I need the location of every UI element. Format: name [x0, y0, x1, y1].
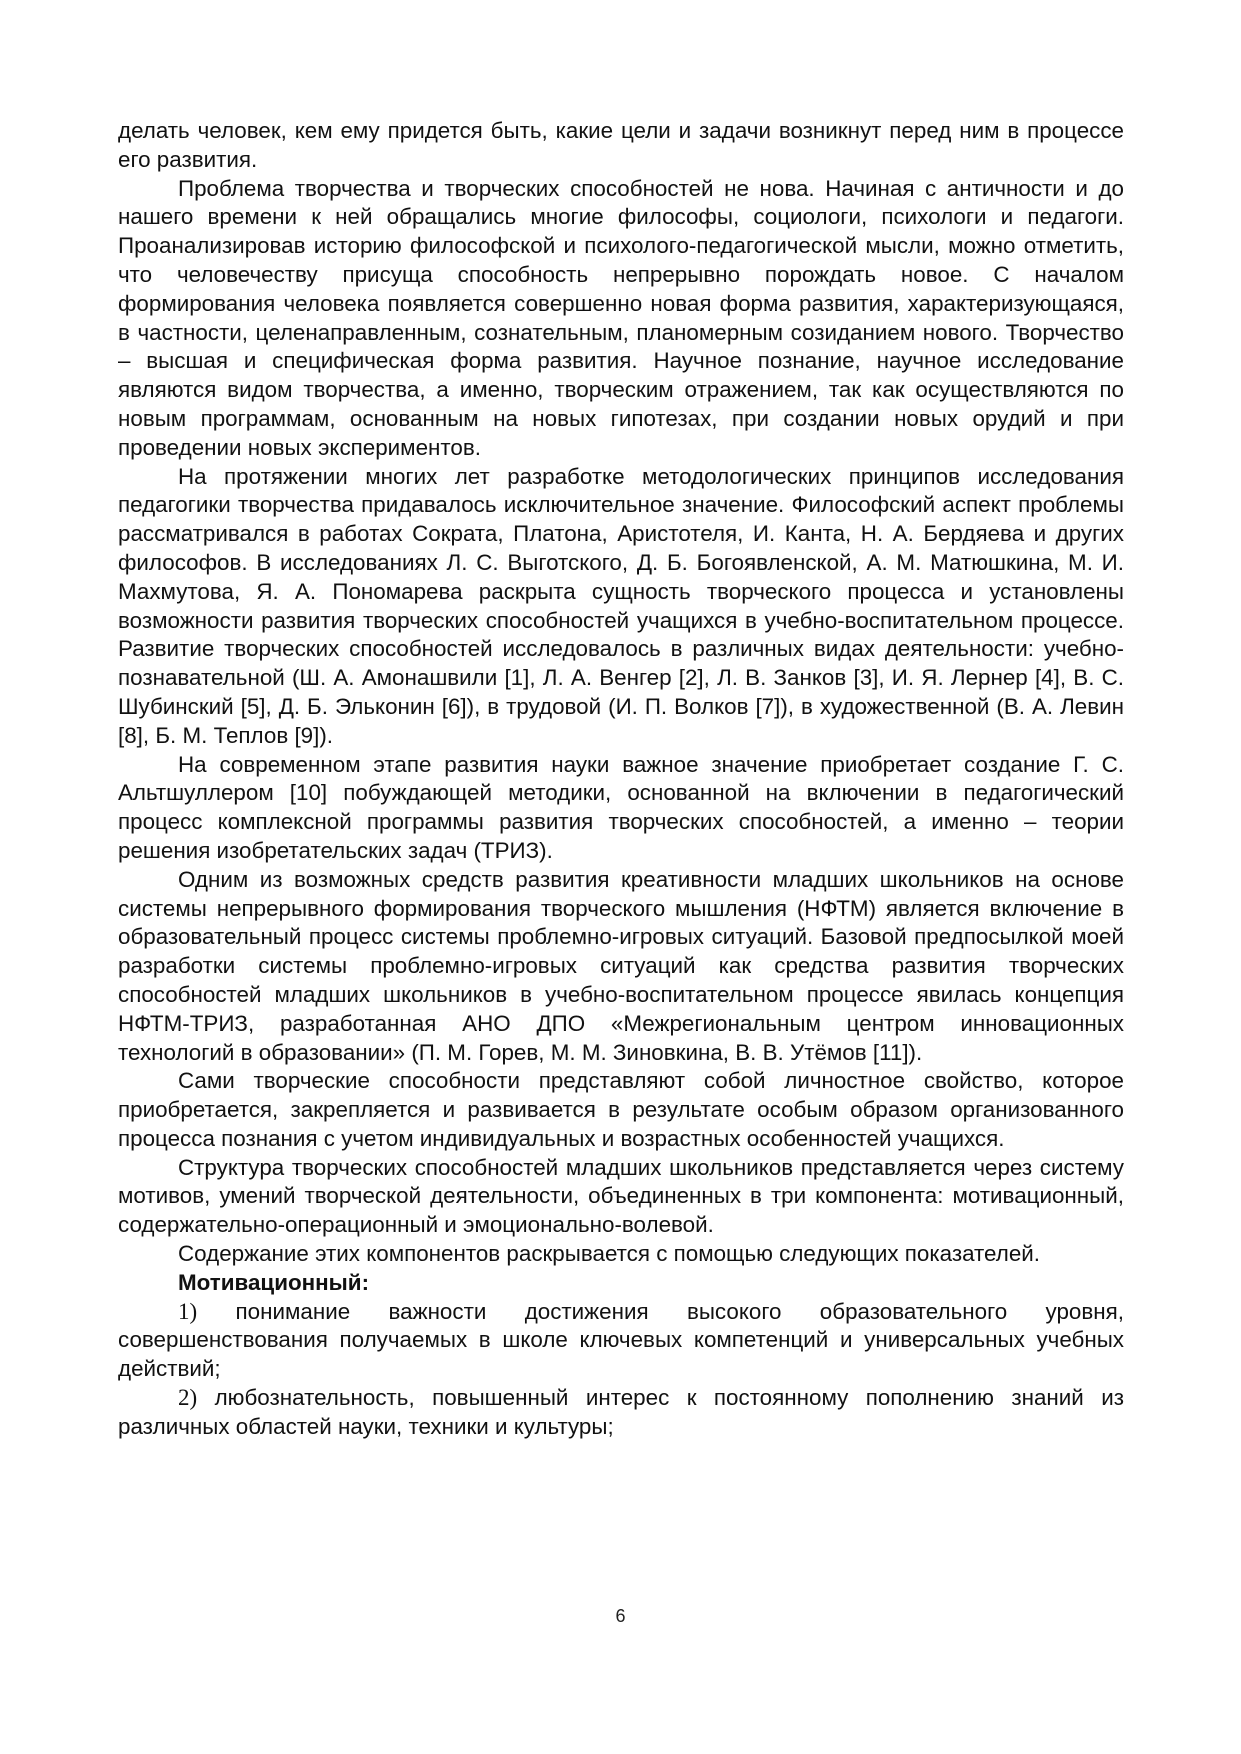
paragraph-creativity-problem: Проблема творчества и творческих способностей не нова. Начиная с античности и до нашего времени к ней обращались многие философы, социологи, психологи и педагоги. Проанализировав историю философской и психолого-педагогической мысли, можно отметить, что человечеству присуща способность непрерывно порождать новое. С началом формирования человека появляется совершенно новая форма развития, характеризующаяся, в частности, целенаправленным, сознательным, планомерным созиданием нового. Творчество – высшая и специфическая форма развития. Научное познание, научное исследование являются видом творчества, а именно, творческим отражением, так как осуществляются по новым программам, основанным на новых гипотезах, при создании новых орудий и при проведении новых экспериментов. — [118, 175, 1124, 460]
paragraph-indicators: Содержание этих компонентов раскрывается с помощью следующих показателей. — [178, 1241, 1041, 1267]
section-heading: Мотивационный: — [178, 1269, 370, 1295]
list-item-number: 2) — [178, 1385, 198, 1411]
paragraph-structure: Структура творческих способностей младших школьников представляется через систему мотивов, умений творческой деятельности, объединенных в три компонента: мотивационный, содержательно-операционный и эмоционально-волевой. — [118, 1154, 1124, 1238]
list-item-text: любознательность, повышенный интерес к постоянному пополнению знаний из различных областей науки, техники и культуры; — [118, 1385, 1124, 1439]
list-item — [118, 1298, 1124, 1384]
paragraph-triz: На современном этапе развития науки важное значение приобретает создание Г. С. Альтшуллером [10] побуждающей методики, основанной на включении в педагогический процесс комплексной программы развития творческих способностей, а именно – теории решения изобретательских задач (ТРИЗ). — [118, 751, 1124, 863]
list-item — [118, 1384, 1124, 1442]
body-text — [118, 117, 1124, 1442]
paragraph-abilities: Сами творческие способности представляют собой личностное свойство, которое приобретается, закрепляется и развивается в результате особым образом организованного процесса познания с учетом индивидуальных и возрастных особенностей учащихся. — [118, 1068, 1124, 1151]
list-item-number: 1) — [178, 1298, 198, 1324]
paragraph-nftm: Одним из возможных средств развития креативности младших школьников на основе системы непрерывного формирования творческого мышления (НФТМ) является включение в образовательный процесс системы проблемно-игровых ситуаций. Базовой предпосылкой моей разработки системы проблемно-игровых ситуаций как средства развития творческих способностей младших школьников в учебно-воспитательном процессе явилась концепция НФТМ-ТРИЗ, разработанная АНО ДПО «Межрегиональным центром инновационных технологий в образовании» (П. М. Горев, М. М. Зиновкина, В. В. Утёмов [11]). — [118, 866, 1124, 1065]
paragraph-continuation: делать человек, кем ему придется быть, какие цели и задачи возникнут перед ним в процессе его развития. — [118, 118, 1124, 172]
page-number: 6 — [615, 1606, 626, 1626]
paragraph-methodology: На протяжении многих лет разработке методологических принципов исследования педагогики творчества придавалось исключительное значение. Философский аспект проблемы рассматривался в работах Сократа, Платона, Аристотеля, И. Канта, Н. А. Бердяева и других философов. В исследованиях Л. С. Выготского, Д. Б. Богоявленской, А. М. Матюшкина, М. И. Махмутова, Я. А. Пономарева раскрыта сущность творческого процесса и установлены возможности развития творческих способностей учащихся в учебно-воспитательном процессе. Развитие творческих способностей исследовалось в различных видах деятельности: учебно-познавательной (Ш. А. Амонашвили [1], Л. А. Венгер [2], Л. В. Занков [3], И. Я. Лернер [4], В. С. Шубинский [5], Д. Б. Эльконин [6]), в трудовой (И. П. Волков [7]), в художественной (В. А. Левин [8], Б. М. Теплов [9]). — [118, 463, 1124, 748]
list-item-text: понимание важности достижения высокого образовательного уровня, совершенствования получаемых в школе ключевых компетенций и универсальных учебных действий; — [118, 1298, 1124, 1382]
